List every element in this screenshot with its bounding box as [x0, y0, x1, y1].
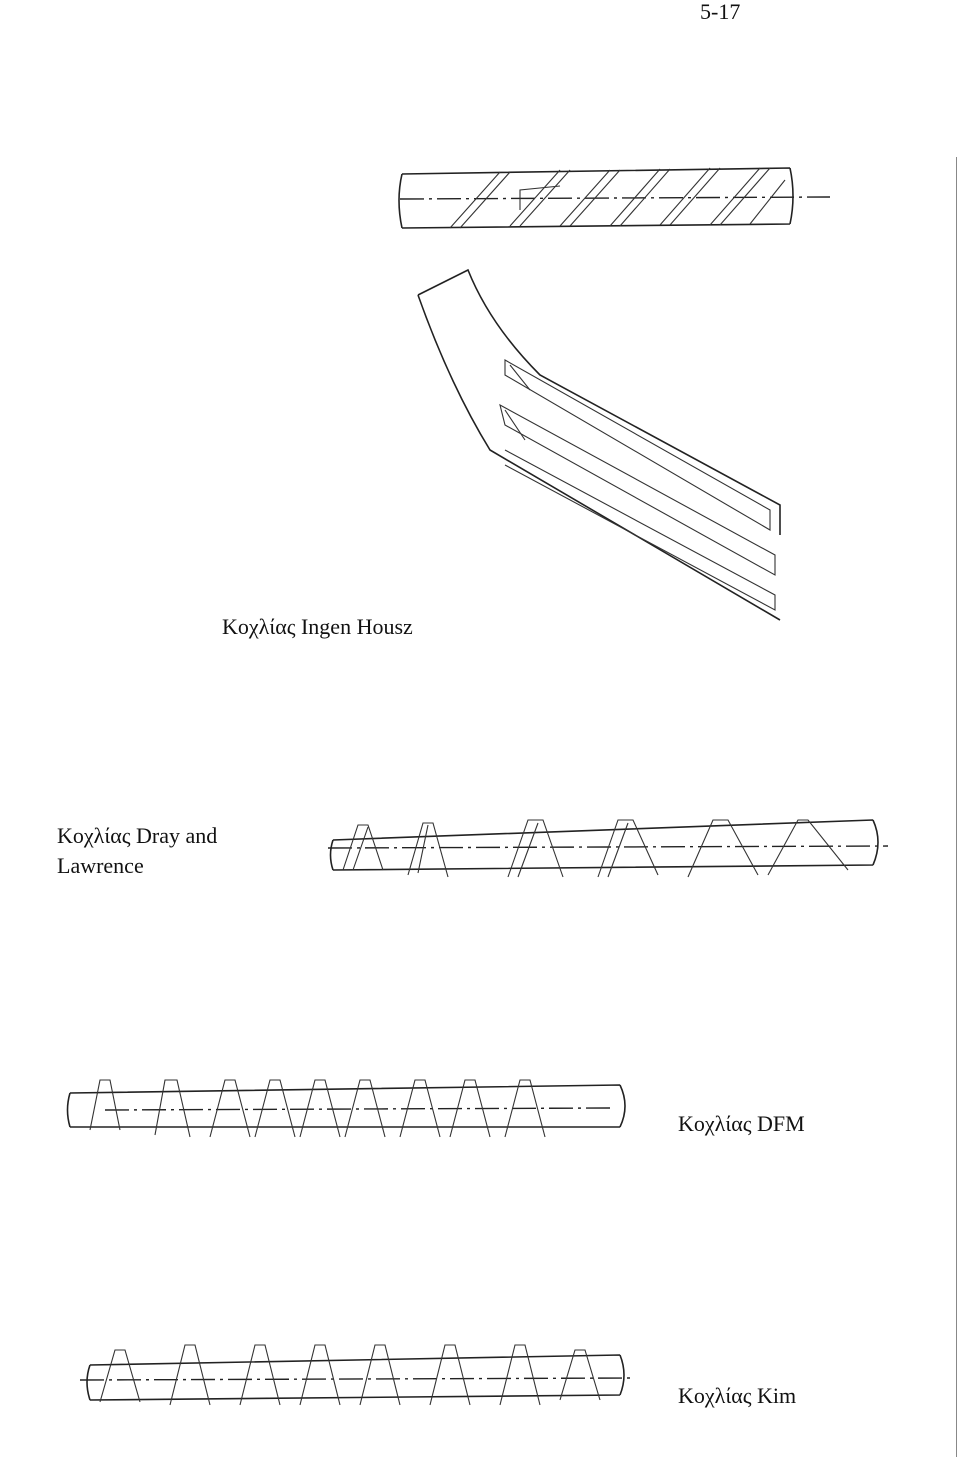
kim-screw-drawing [80, 1340, 630, 1420]
dfm-screw-drawing [65, 1075, 635, 1145]
page-number: 5-17 [700, 0, 741, 24]
dray-lawrence-caption-line1: Κοχλίας Dray and [57, 823, 218, 848]
ingen-housz-caption: Κοχλίας Ingen Housz [222, 614, 413, 639]
dfm-caption: Κοχλίας DFM [678, 1111, 805, 1136]
page-edge-line [956, 157, 957, 1457]
ingen-housz-screw-drawing [390, 150, 840, 240]
dray-lawrence-caption-line2: Lawrence [57, 853, 144, 878]
ingen-housz-channel-drawing [410, 265, 790, 630]
dray-lawrence-screw-drawing [328, 815, 888, 890]
kim-caption: Κοχλίας Kim [678, 1383, 797, 1408]
